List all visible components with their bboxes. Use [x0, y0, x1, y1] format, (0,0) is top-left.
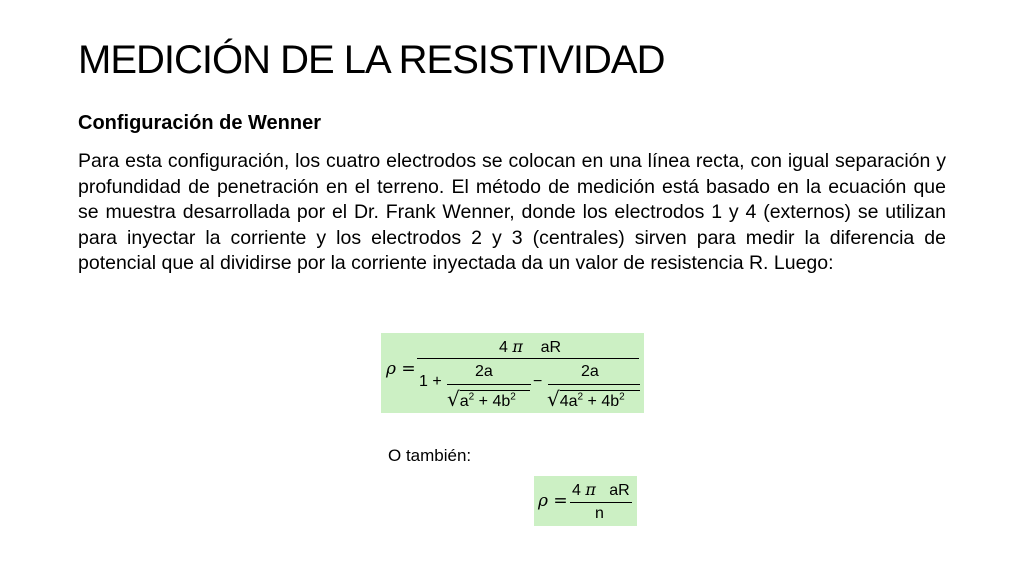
formula1-main-fraction-bar: [417, 358, 639, 359]
formula1-frac1-bar: [447, 384, 531, 385]
formula1-frac1-num: 2a: [475, 363, 493, 380]
formula1-num-var: aR: [540, 339, 562, 356]
formula2-denominator: n: [595, 505, 604, 522]
formula1-minus: −: [533, 373, 543, 390]
formula1-frac1-sqrt-overbar: [460, 390, 530, 391]
wenner-formula-simplified: [534, 476, 637, 526]
formula2-num-var: aR: [609, 482, 630, 499]
formula2-numerator: [572, 480, 630, 500]
section-subtitle: Configuración de Wenner: [78, 112, 321, 134]
formula2-fraction-bar: [570, 502, 632, 503]
formula1-den-one: 1 +: [419, 373, 442, 390]
formula2-num-coef: 4: [572, 482, 581, 499]
formula1-frac1-den: $√a^2 + 4b^2$: [447, 387, 516, 411]
formula1-numerator: [499, 337, 561, 357]
formula1-num-coef: 4: [499, 339, 508, 356]
alternative-label: O también:: [388, 446, 472, 465]
slide-title: MEDICIÓN DE LA RESISTIVIDAD: [78, 38, 665, 82]
formula1-frac2-sqrt: √: [547, 387, 560, 411]
formula2-lhs: ρ =: [538, 491, 568, 511]
formula2-num-pi: π: [585, 480, 596, 499]
formula1-frac2-num: 2a: [581, 363, 599, 380]
description-paragraph: Para esta configuración, los cuatro electrodos se colocan en una línea recta, con igual separación y profundidad de penetración en el terreno. El método de medición está basado en la ecuación que se muestra desarrollada por el Dr. Frank Wenner, donde los electrodos 1 y 4 (externos) se utilizan para inyectar la corriente y los electrodos 2 y 3 (centrales) sirven para medir la diferencia de potencial que al dividirse por la corriente inyectada da un valor de resistencia R. Luego:: [78, 150, 946, 275]
formula1-frac2-sqrt-overbar: [560, 390, 640, 391]
formula1-num-pi: π: [512, 337, 523, 356]
formula1-lhs: ρ =: [386, 359, 416, 379]
wenner-formula-full: [381, 333, 644, 413]
formula1-frac2-bar: [548, 384, 640, 385]
formula1-frac1-sqrt: √: [447, 387, 460, 411]
formula1-frac2-den: $√4a^2 + 4b^2$: [547, 387, 625, 411]
